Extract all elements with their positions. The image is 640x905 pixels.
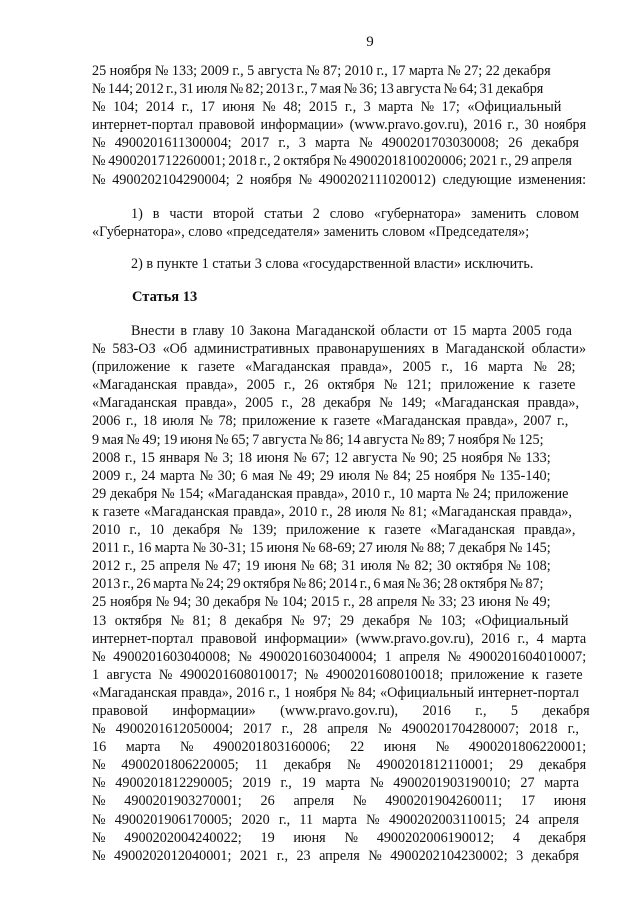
text-line: 2012 г., 25 апреля № 47; 19 июня № 68; 31 июля № 82; 30 октября № 108; (92, 558, 551, 575)
text-line: 2009 г., 24 марта № 30; 6 мая № 49; 29 июля № 84; 25 ноября № 135-140; (92, 467, 551, 484)
item-1 (92, 205, 611, 241)
text-line: интернет-портал правовой информации» (www.pravo.gov.ru), 2016 г., 30 ноября (92, 117, 587, 134)
text-line: № 4900201712260001; 2018 г., 2 октября № 4900201810020006; 2021 г., 29 апреля (92, 153, 572, 170)
text-line: «Магаданская правда», 2016 г., 1 ноября № 84; «Официальный интернет-портал (92, 684, 579, 701)
text-line: № 4900201906170005; 2020 г., 11 марта № 4900202003110015; 24 апреля (92, 811, 580, 828)
text-line: № 4900202104290004; 2 ноября № 4900202111020012) следующие изменения: (92, 171, 587, 188)
text-line: 2006 г., 18 июля № 78; приложение к газете «Магаданская правда», 2007 г., (92, 413, 569, 430)
text-line: 2010 г., 10 декабря № 139; приложение к газете «Магаданская правда», (92, 522, 576, 539)
page-number: 9 (366, 34, 374, 50)
text-line: Внести в главу 10 Закона Магаданской области от 15 марта 2005 года (131, 323, 572, 339)
text-line: «Губернатора», слово «председателя» заменить словом «Председателя»; (92, 224, 530, 241)
text-line: 2011 г., 16 марта № 30-31; 15 июня № 68-69; 27 июля № 88; 7 декабря № 145; (92, 540, 551, 557)
text-line: № 4900201903270001; 26 апреля № 4900201904260011; 17 июня (92, 793, 587, 810)
article-body (92, 322, 611, 865)
text-line: № 4900201611300004; 2017 г., 3 марта № 4900201703030008; 26 декабря (92, 135, 579, 152)
text-line: № 4900202004240022; 19 июня № 4900202006190012; 4 декабря (92, 829, 587, 846)
text-line: 9 мая № 49; 19 июня № 65; 7 августа № 86; 14 августа № 89; 7 ноября № 125; (92, 431, 544, 448)
paragraph-intro (92, 62, 611, 189)
text-line: № 4900201806220005; 11 декабря № 4900201812110001; 29 декабря (92, 757, 587, 774)
text-line: № 104; 2014 г., 17 июня № 48; 2015 г., 3 марта № 17; «Официальный (92, 99, 562, 116)
text-line: (приложение к газете «Магаданская правда», 2005 г., 16 марта № 28; (92, 359, 576, 376)
text-line: № 583-ОЗ «Об административных правонарушениях в Магаданской области» (92, 341, 587, 358)
text-line: интернет-портал правовой информации» (www.pravo.gov.ru), 2016 г., 4 марта (92, 630, 587, 647)
text-line: № 4900201603040008; № 4900201603040004; 1 апреля № 4900201604010007; (92, 648, 587, 665)
text-line: 1) в части второй статьи 2 слово «губернатора» заменить словом (131, 206, 580, 222)
text-line: к газете «Магаданская правда», 2010 г., 28 июля № 81; «Магаданская правда», (92, 503, 572, 520)
text-line: № 4900202012040001; 2021 г., 23 апреля № 4900202104230002; 3 декабря (92, 847, 579, 864)
item-2 (92, 255, 611, 273)
text-line: 16 марта № 4900201803160006; 22 июня № 4900201806220001; (92, 739, 587, 756)
text-line: «Магаданская правда», 2005 г., 26 октября № 121; приложение к газете (92, 377, 576, 394)
text-line: № 4900201812290005; 2019 г., 19 марта № 4900201903190010; 27 марта (92, 775, 580, 792)
text-line: 2013 г., 26 марта № 24; 29 октября № 86; 2014 г., 6 мая № 36; 28 октября № 87; (92, 576, 544, 593)
text-line: правовой информации» (www.pravo.gov.ru), 2016 г., 5 декабря (92, 702, 590, 719)
text-line: № 144; 2012 г., 31 июля № 82; 2013 г., 7 мая № 36; 13 августа № 64; 31 декабря (92, 81, 544, 98)
text-line: 2) в пункте 1 статьи 3 слова «государственной власти» исключить. (131, 256, 534, 272)
text-line: № 4900201612050004; 2017 г., 28 апреля № 4900201704280007; 2018 г., (92, 721, 579, 738)
text-line: 1 августа № 4900201608010017; № 4900201608010018; приложение к газете (92, 666, 583, 683)
text-line: 25 ноября № 133; 2009 г., 5 августа № 87; 2010 г., 17 марта № 27; 22 декабря (92, 63, 551, 79)
text-line: 25 ноября № 94; 30 декабря № 104; 2015 г., 28 апреля № 33; 23 июня № 49; (92, 594, 551, 611)
text-line: 29 декабря № 154; «Магаданская правда», 2010 г., 10 марта № 24; приложение (92, 485, 569, 502)
text-line: 13 октября № 81; 8 декабря № 97; 29 декабря № 103; «Официальный (92, 612, 569, 629)
text-line: «Магаданская правда», 2005 г., 28 декабря № 149; «Магаданская правда», (92, 395, 580, 412)
text-line: 2008 г., 15 января № 3; 18 июня № 67; 12 августа № 90; 25 ноября № 133; (92, 449, 551, 466)
article-heading: Статья 13 (132, 289, 198, 305)
